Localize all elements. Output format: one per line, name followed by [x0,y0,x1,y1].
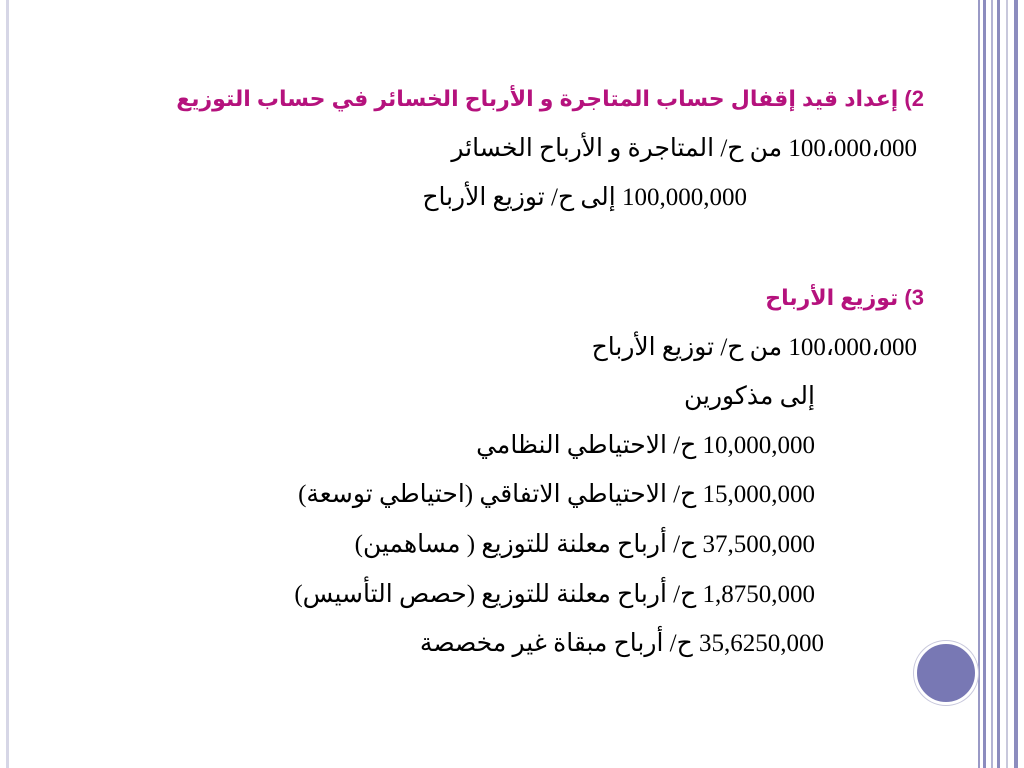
section-3-heading: 3) توزيع الأرباح [765,285,924,310]
decorative-circle [914,641,978,705]
frame-stripe [997,0,1000,768]
section-2-heading: 2) إعداد قيد إقفال حساب المتاجرة و الأرباح الخسائر في حساب التوزيع [176,86,924,111]
section-2-debit-line: 100،000،000 من ح/ المتاجرة و الأرباح الخسائر [451,135,917,162]
frame-stripe [983,0,986,768]
frame-stripe [991,0,993,768]
frame-stripe [1006,0,1008,768]
slide-frame-right [978,0,1024,768]
frame-stripe [978,0,980,768]
section-3-entry: 15,000,000 ح/ الاحتياطي الاتفاقي (احتياطي توسعة) [298,481,815,508]
frame-stripe [1014,0,1018,768]
section-3-entry: 35,6250,000 ح/ أرباح مبقاة غير مخصصة [419,630,824,657]
section-3-credit-header: إلى مذكورين [683,383,815,410]
section-2-credit-line: 100,000,000 إلى ح/ توزيع الأرباح [422,184,747,211]
section-3-debit-line: 100،000،000 من ح/ توزيع الأرباح [591,334,917,361]
slide-frame-left [6,0,9,768]
section-3-entry: 37,500,000 ح/ أرباح معلنة للتوزيع ( مساهمين) [354,531,815,558]
section-3-entry: 10,000,000 ح/ الاحتياطي النظامي [476,432,815,459]
section-3-entry: 1,8750,000 ح/ أرباح معلنة للتوزيع (حصص التأسيس) [294,581,815,608]
